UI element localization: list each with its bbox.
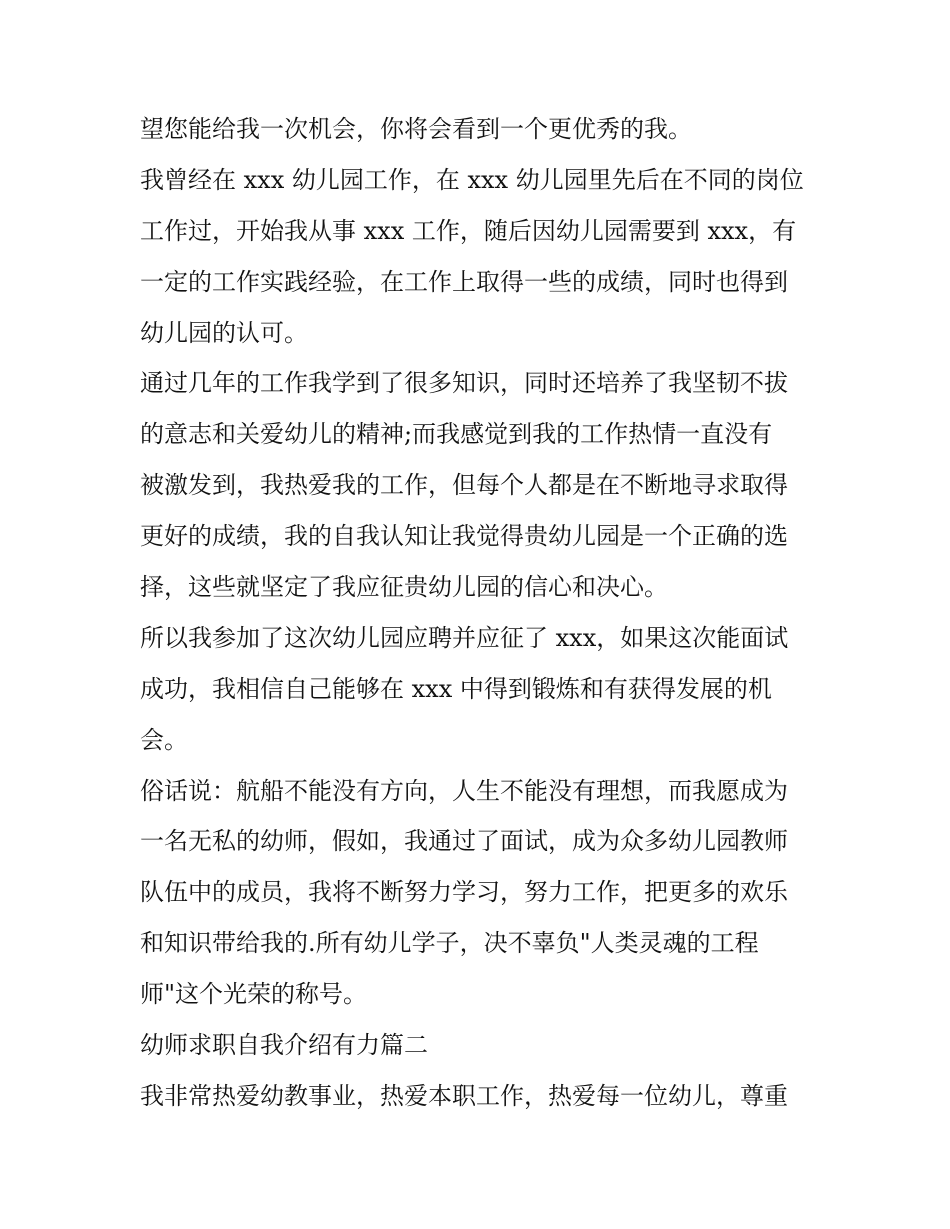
section-heading: 幼师求职自我介绍有力篇二 xyxy=(140,1031,428,1060)
text-line: 成功，我相信自己能够在 xxx 中得到锻炼和有获得发展的机 xyxy=(140,674,772,703)
text-line: 的意志和关爱幼儿的精神;而我感觉到我的工作热情一直没有 xyxy=(140,420,773,449)
text-line: 一名无私的幼师，假如，我通过了面试，成为众多幼儿园教师 xyxy=(140,827,788,856)
text-line: 和知识带给我的.所有幼儿学子，决不辜负"人类灵魂的工程 xyxy=(140,929,759,958)
text-line: 择，这些就坚定了我应征贵幼儿园的信心和决心。 xyxy=(140,573,668,602)
text-line: 工作过，开始我从事 xxx 工作，随后因幼儿园需要到 xxx，有 xyxy=(140,216,797,245)
text-line: 我曾经在 xxx 幼儿园工作，在 xxx 幼儿园里先后在不同的岗位 xyxy=(140,165,804,194)
text-line: 被激发到，我热爱我的工作，但每个人都是在不断地寻求取得 xyxy=(140,471,788,500)
text-line: 队伍中的成员，我将不断努力学习，努力工作，把更多的欢乐 xyxy=(140,878,788,907)
text-line: 通过几年的工作我学到了很多知识，同时还培养了我坚韧不拔 xyxy=(140,369,788,398)
text-line: 我非常热爱幼教事业，热爱本职工作，热爱每一位幼儿，尊重 xyxy=(140,1081,788,1110)
text-line: 一定的工作实践经验，在工作上取得一些的成绩，同时也得到 xyxy=(140,267,788,296)
text-line: 更好的成绩，我的自我认知让我觉得贵幼儿园是一个正确的选 xyxy=(140,522,788,551)
document-body xyxy=(140,104,820,1122)
text-line: 望您能给我一次机会，你将会看到一个更优秀的我。 xyxy=(140,115,692,143)
text-line: 所以我参加了这次幼儿园应聘并应征了 xxx，如果这次能面试 xyxy=(140,623,789,652)
text-line: 幼儿园的认可。 xyxy=(140,318,308,347)
text-line: 俗话说：航船不能没有方向，人生不能没有理想，而我愿成为 xyxy=(140,776,788,805)
text-line: 会。 xyxy=(140,725,188,754)
text-line: 师"这个光荣的称号。 xyxy=(140,980,368,1009)
